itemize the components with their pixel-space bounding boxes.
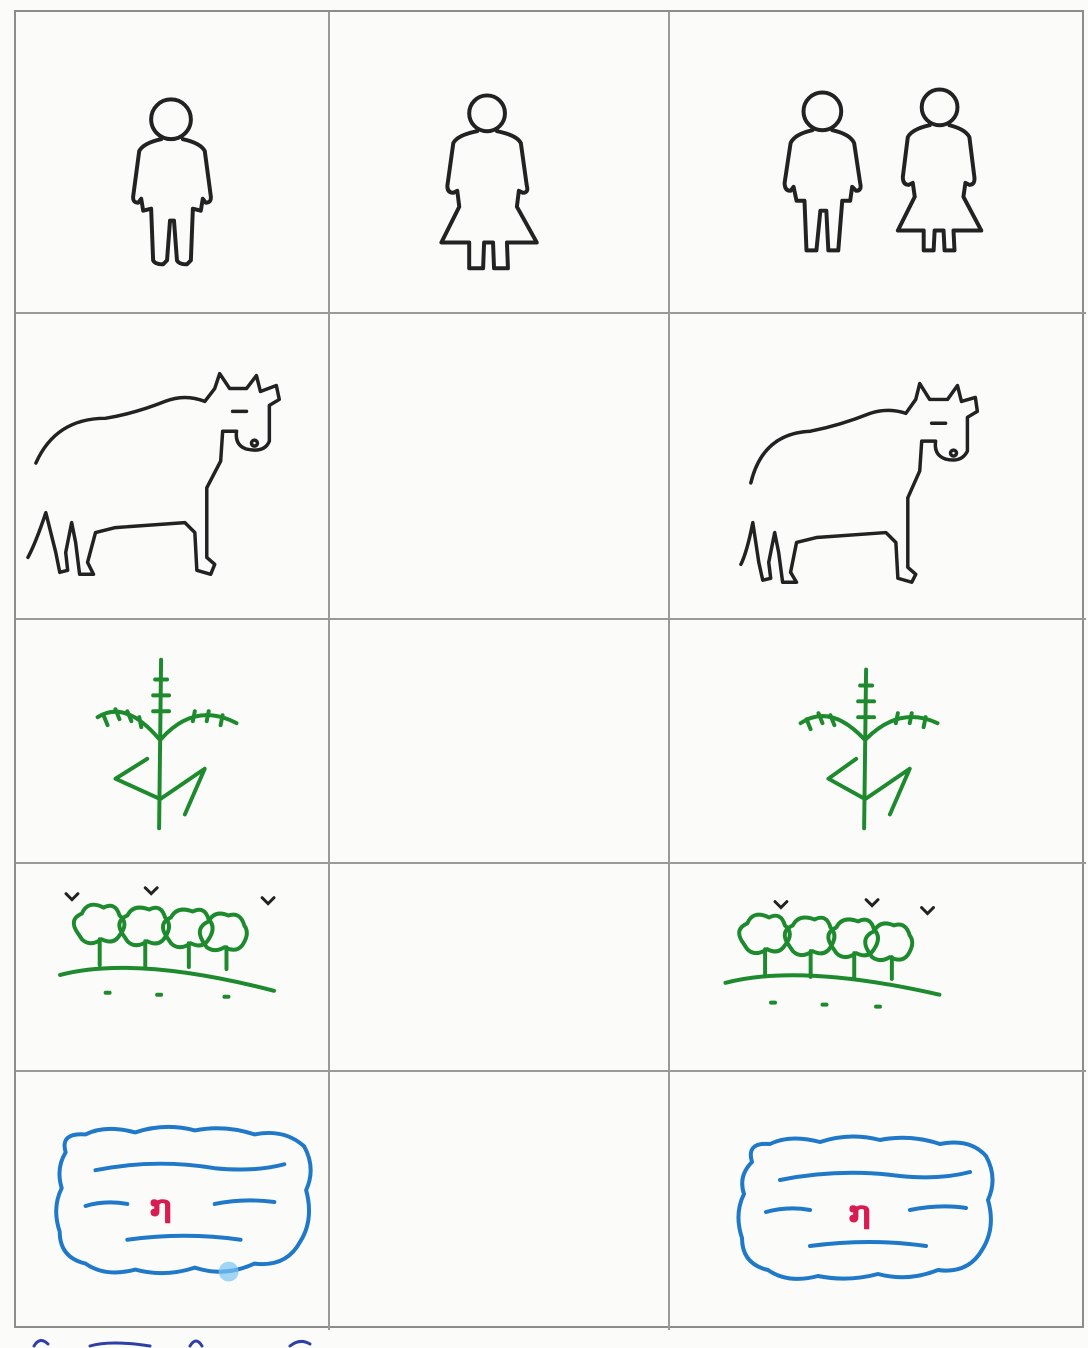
cell-pond-left [16, 1072, 330, 1330]
corn-plant-icon [16, 620, 328, 862]
cell-forest-right [670, 864, 1086, 1072]
man-and-woman-icon [670, 12, 1086, 312]
cell-woman [330, 12, 670, 314]
cell-cattle-empty [330, 314, 670, 620]
pond-label: ໗ [149, 1188, 173, 1224]
cow-icon [16, 314, 328, 618]
cell-crop-empty [330, 620, 670, 864]
cell-corn-left [16, 620, 330, 864]
cell-corn-right [670, 620, 1086, 864]
cell-cow-right [670, 314, 1086, 620]
trees-and-birds-icon [670, 864, 1086, 1070]
cell-man [16, 12, 330, 314]
pond-label: ໗ [848, 1195, 872, 1230]
picture-grid [14, 10, 1084, 1328]
cell-forest-left [16, 864, 330, 1072]
pond-icon [16, 1072, 328, 1330]
man-icon [16, 12, 328, 312]
cell-forest-empty [330, 864, 670, 1072]
cow-icon [670, 314, 1086, 618]
pond-icon [670, 1072, 1086, 1330]
corn-plant-icon [670, 620, 1086, 862]
cell-cow-left [16, 314, 330, 620]
woman-icon [330, 12, 668, 312]
cell-man-and-woman [670, 12, 1086, 314]
cell-pond-right [670, 1072, 1086, 1330]
trees-and-birds-icon [16, 864, 328, 1070]
bottom-handwriting-fragment [30, 1334, 350, 1348]
cell-pond-empty [330, 1072, 670, 1330]
